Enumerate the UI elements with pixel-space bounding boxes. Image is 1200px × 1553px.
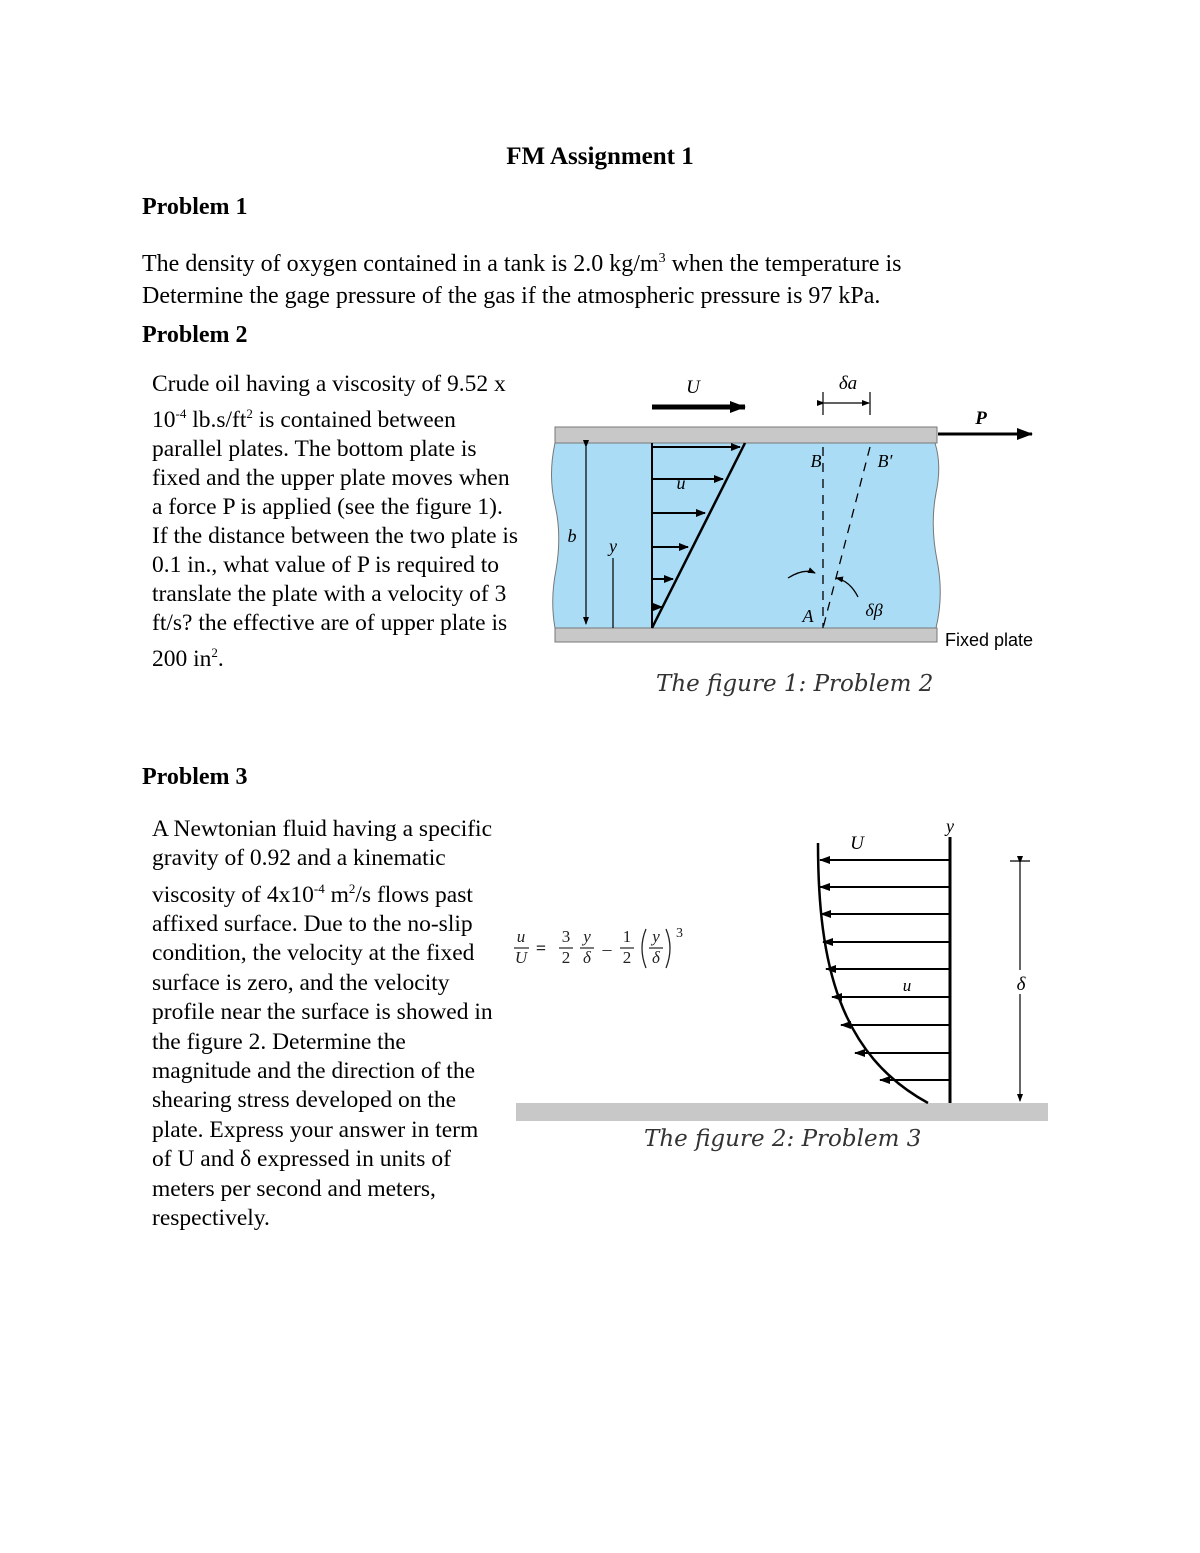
eq-t1-den: 2 — [561, 948, 571, 967]
figure-1-diagram — [540, 365, 1060, 665]
superscript: 2 — [211, 644, 218, 660]
figure-1-caption: The figure 1: Problem 2 — [656, 671, 934, 697]
eq-t2-den2: δ — [652, 948, 660, 967]
problem-3-heading: Problem 3 — [142, 764, 248, 790]
superscript: -4 — [175, 406, 187, 421]
fixed-surface — [516, 1103, 1048, 1121]
velocity-profile-curve — [818, 843, 928, 1103]
eq-lhs-den: U — [514, 948, 528, 967]
eq-t1-num2: y — [583, 927, 591, 946]
problem-1-line-2: Determine the gage pressure of the gas if the atmospheric pressure is 97 kPa. — [142, 283, 881, 309]
page-title: FM Assignment 1 — [506, 143, 694, 170]
label-delta-a: δa — [838, 373, 858, 394]
eq-t1-num: 3 — [561, 927, 571, 946]
superscript: 2 — [348, 880, 356, 896]
superscript: -4 — [313, 880, 325, 896]
eq-minus: – — [602, 939, 612, 959]
problem-3-text-b: m — [324, 881, 349, 908]
problem-2-text-a: Crude oil having a viscosity of 9.52 x 10 — [152, 371, 506, 433]
eq-equals: = — [535, 938, 547, 958]
problem-2-text-b: lb.s/ft — [186, 406, 247, 433]
superscript: 2 — [246, 406, 253, 421]
label-delta-beta: δβ — [865, 600, 883, 620]
label-y: y — [609, 536, 617, 556]
superscript: 3 — [658, 251, 666, 266]
problem-2-text-c: is contained between parallel plates. The bottom plate is fixed and the upper plate moves when a force P is applied (see the figure 1). If the distance between the two plate is 0.1 in., what value of P is required to translate the plate with a velocity of 3 ft/s? the effective are of upper plate is 200 in — [152, 406, 519, 672]
label-B-prime: B′ — [877, 451, 893, 471]
problem-2-text — [152, 370, 524, 674]
problem-2-heading: Problem 2 — [142, 322, 248, 348]
eq-t2-num2: y — [652, 927, 660, 946]
label-y: y — [946, 816, 954, 836]
eq-lhs-num: u — [516, 927, 526, 946]
eq-exponent: 3 — [676, 926, 683, 941]
problem-3-text-c: /s flows past affixed surface. Due to the no-slip condition, the velocity at the fixed surface is zero, and the velocity profile near the surface is showed in the figure 2. Determine the magnitude and the direction of the shearing stress developed on the plate. Express your answer in term of U and δ expressed in units of meters per second and meters, respectively. — [152, 881, 493, 1232]
label-u: u — [902, 976, 912, 995]
label-delta: δ — [1016, 974, 1026, 995]
problem-1-line-1 — [142, 243, 1162, 280]
problem-3-text-a: A Newtonian fluid having a specific gravity of 0.92 and a kinematic viscosity of 4x10 — [152, 816, 493, 908]
label-fixed-plate: Fixed plate — [945, 630, 1034, 650]
eq-t1-den2: δ — [583, 948, 591, 967]
fixed-plate — [555, 628, 937, 642]
label-A: A — [802, 606, 814, 626]
figure-2-caption: The figure 2: Problem 3 — [644, 1126, 922, 1152]
problem-1-heading: Problem 1 — [142, 194, 248, 220]
label-B: B — [810, 451, 822, 471]
eq-t2-den: 2 — [622, 948, 632, 967]
moving-plate — [555, 427, 937, 443]
label-U: U — [686, 377, 700, 398]
problem-1-line-1-part-b: when the temperature is — [665, 251, 902, 277]
problem-1-text — [142, 243, 1162, 312]
label-b: b — [567, 526, 577, 546]
label-P: P — [975, 408, 987, 429]
problem-2-text-d: . — [217, 645, 224, 672]
label-u: u — [676, 473, 686, 493]
problem-1-line-1-part-a: The density of oxygen contained in a tank is 2.0 kg/m — [142, 251, 659, 277]
label-U: U — [850, 833, 864, 854]
problem-3-text — [152, 815, 502, 1234]
eq-t2-num: 1 — [622, 927, 632, 946]
figure-2-diagram — [510, 815, 1055, 1125]
